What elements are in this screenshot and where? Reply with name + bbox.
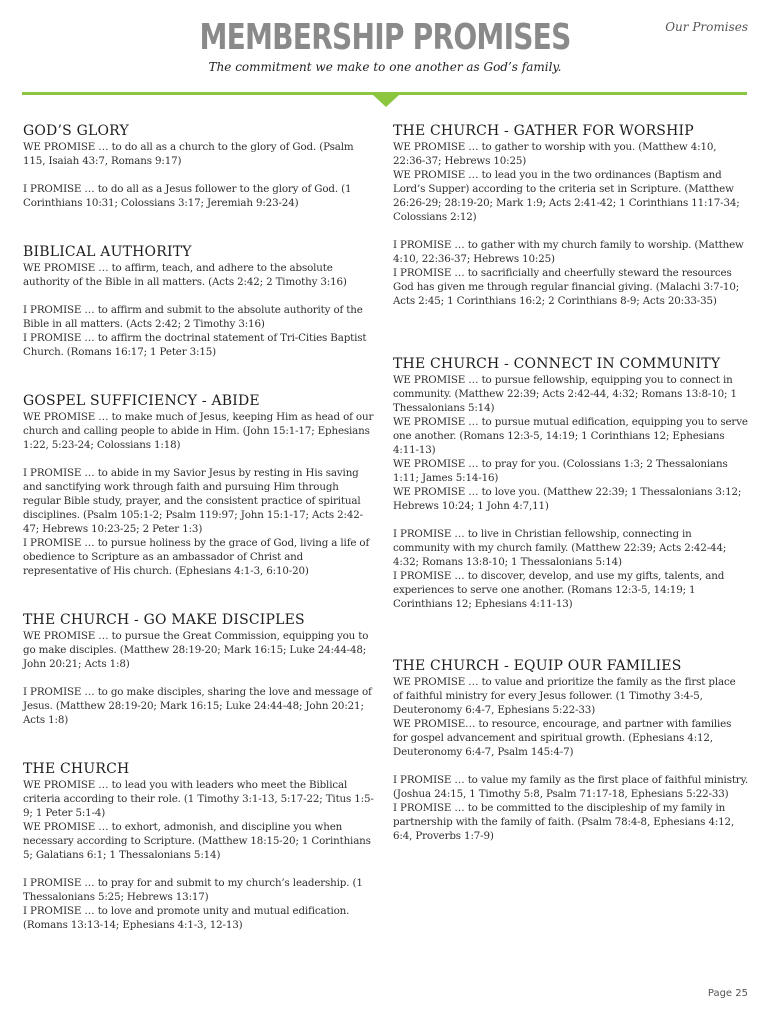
page-subtitle: The commitment we make to one another as God’s family. (208, 60, 562, 74)
promise-paragraph: I PROMISE … to affirm and submit to the absolute authority of the Bible in all matters. (Acts 2:42; 2 Timothy 3:16) (23, 304, 363, 330)
promise-paragraph: WE PROMISE … to pursue mutual edification, equipping you to serve one another. (Romans 12:3-5, 14:19; 1 Corinthians 12; Ephesians 4:11-13) (393, 416, 748, 456)
running-head: Our Promises (665, 20, 748, 34)
promise-paragraph: I PROMISE … to value my family as the first place of faithful ministry. (Joshua 24:15, 1 Timothy 5:8, Psalm 71:17-18, Ephesians 5:22-33) (393, 774, 749, 800)
promise-paragraph: WE PROMISE … to affirm, teach, and adhere to the absolute authority of the Bible in all matters. (Acts 2:42; 2 Timothy 3:16) (23, 262, 347, 288)
promise-paragraph: I PROMISE … to do all as a Jesus follower to the glory of God. (1 Corinthians 10:31; Colossians 3:17; Jeremiah 9:23-24) (23, 183, 352, 209)
promise-paragraph: I PROMISE … to love and promote unity and mutual edification. (Romans 13:13-14; Ephesians 4:1-3, 12-13) (23, 905, 350, 931)
page-number: Page 25 (707, 988, 748, 999)
promise-paragraph: WE PROMISE … to do all as a church to the glory of God. (Psalm 115, Isaiah 43:7, Romans 9:17) (23, 141, 354, 167)
promise-paragraph: WE PROMISE … to pray for you. (Colossians 1:3; 2 Thessalonians 1:11; James 5:14-16) (393, 458, 728, 484)
section-equip-our-families (393, 658, 748, 843)
promise-paragraph: I PROMISE … to pursue holiness by the grace of God, living a life of obedience to Scripture as an ambassador of Christ and representative of His church. (Ephesians 4:1-3, 6:10-20) (23, 537, 370, 577)
section-heading: THE CHURCH - GATHER FOR WORSHIP (393, 123, 694, 139)
section-connect-in-community (393, 356, 748, 611)
promise-paragraph: WE PROMISE … to pursue fellowship, equipping you to connect in community. (Matthew 22:39; Acts 2:42-44, 4:32; Romans 13:8-10; 1 Thessalonians 5:14) (393, 374, 737, 414)
section-heading: THE CHURCH - CONNECT IN COMMUNITY (393, 356, 721, 372)
promise-paragraph: WE PROMISE … to exhort, admonish, and discipline you when necessary according to Scripture. (Matthew 18:15-20; 1 Corinthians 5; Galatians 6:1; 1 Thessalonians 5:14) (23, 821, 371, 861)
promise-paragraph: WE PROMISE … to gather to worship with you. (Matthew 4:10, 22:36-37; Hebrews 10:25) (393, 141, 717, 167)
promise-paragraph: I PROMISE … to go make disciples, sharing the love and message of Jesus. (Matthew 28:19-20; Mark 16:15; Luke 24:44-48; John 20:21; Acts 1:8) (23, 686, 372, 726)
promise-paragraph: I PROMISE … to discover, develop, and use my gifts, talents, and experiences to serve one another. (Romans 12:3-5, 14:19; 1 Corinthians 12; Ephesians 4:11-13) (393, 570, 725, 610)
page-title: MEMBERSHIP PROMISES (199, 17, 571, 58)
promise-paragraph: WE PROMISE… to resource, encourage, and partner with families for gospel advancement and spiritual growth. (Ephesians 4:12, Deuteronomy 6:4-7, Psalm 145:4-7) (393, 718, 732, 758)
promise-paragraph: WE PROMISE … to value and prioritize the family as the first place of faithful ministry for every Jesus follower. (1 Timothy 3:4-5, Deuteronomy 6:4-7, Ephesians 5:22-33) (393, 676, 736, 716)
promise-paragraph: WE PROMISE … to love you. (Matthew 22:39; 1 Thessalonians 3:12; Hebrews 10:24; 1 John 4:7,11) (393, 486, 742, 512)
section-biblical-authority (23, 244, 375, 359)
divider-notch (373, 95, 399, 107)
promise-paragraph: I PROMISE … to be committed to the discipleship of my family in partnership with the family of faith. (Psalm 78:4-8, Ephesians 4:12, 6:4, Proverbs 1:7-9) (393, 802, 735, 842)
promise-paragraph: I PROMISE … to pray for and submit to my church’s leadership. (1 Thessalonians 5:25; Hebrews 13:17) (23, 877, 363, 903)
section-heading: THE CHURCH - GO MAKE DISCIPLES (23, 612, 305, 628)
section-heading: BIBLICAL AUTHORITY (23, 244, 192, 260)
promise-paragraph: WE PROMISE … to lead you in the two ordinances (Baptism and Lord’s Supper) according to the criteria set in Scripture. (Matthew 26:26-29; 28:19-20; Mark 1:9; Acts 2:41-42; 1 Corinthians 11:17-34; Colossians 2:12) (393, 169, 740, 223)
section-heading: THE CHURCH - EQUIP OUR FAMILIES (393, 658, 682, 674)
section-the-church (23, 761, 375, 932)
promise-paragraph: I PROMISE … to live in Christian fellowship, connecting in community with my church family. (Matthew 22:39; Acts 2:42-44; 4:32; Romans 13:8-10; 1 Thessalonians 5:14) (393, 528, 727, 568)
promise-paragraph: I PROMISE … to abide in my Savior Jesus by resting in His saving and sanctifying work through faith and pursuing Him through regular Bible study, prayer, and the consistent practice of spiritual disciplines. (Psalm 105:1-2; Psalm 119:97; John 15:1-17; Acts 2:42-47; Hebrews 10:23-25; 2 Peter 1:3) (23, 467, 363, 535)
promise-paragraph: I PROMISE … to affirm the doctrinal statement of Tri-Cities Baptist Church. (Romans 16:17; 1 Peter 3:15) (23, 332, 367, 358)
promise-paragraph: WE PROMISE … to make much of Jesus, keeping Him as head of our church and calling people to abide in Him. (John 15:1-17; Ephesians 1:22, 5:23-24; Colossians 1:18) (23, 411, 374, 451)
section-heading: GOSPEL SUFFICIENCY - ABIDE (23, 393, 260, 409)
promise-paragraph: I PROMISE … to sacrificially and cheerfully steward the resources God has given me through regular financial giving. (Malachi 3:7-10; Acts 2:45; 1 Corinthians 16:2; 2 Corinthians 8-9; Acts 20:33-35) (393, 267, 740, 307)
section-gospel-sufficiency (23, 393, 375, 578)
section-heading: GOD’S GLORY (23, 123, 129, 139)
promise-paragraph: I PROMISE … to gather with my church family to worship. (Matthew 4:10, 22:36-37; Hebrews 10:25) (393, 239, 744, 265)
section-heading: THE CHURCH (23, 761, 130, 777)
section-gods-glory (23, 123, 375, 210)
section-gather-for-worship (393, 123, 748, 308)
promise-paragraph: WE PROMISE … to lead you with leaders who meet the Biblical criteria according to their role. (1 Timothy 3:1-13, 5:17-22; Titus 1:5-9; 1 Peter 5:1-4) (23, 779, 374, 819)
promise-paragraph: WE PROMISE … to pursue the Great Commission, equipping you to go make disciples. (Matthew 28:19-20; Mark 16:15; Luke 24:44-48; John 20:21; Acts 1:8) (23, 630, 369, 670)
section-go-make-disciples (23, 612, 375, 727)
